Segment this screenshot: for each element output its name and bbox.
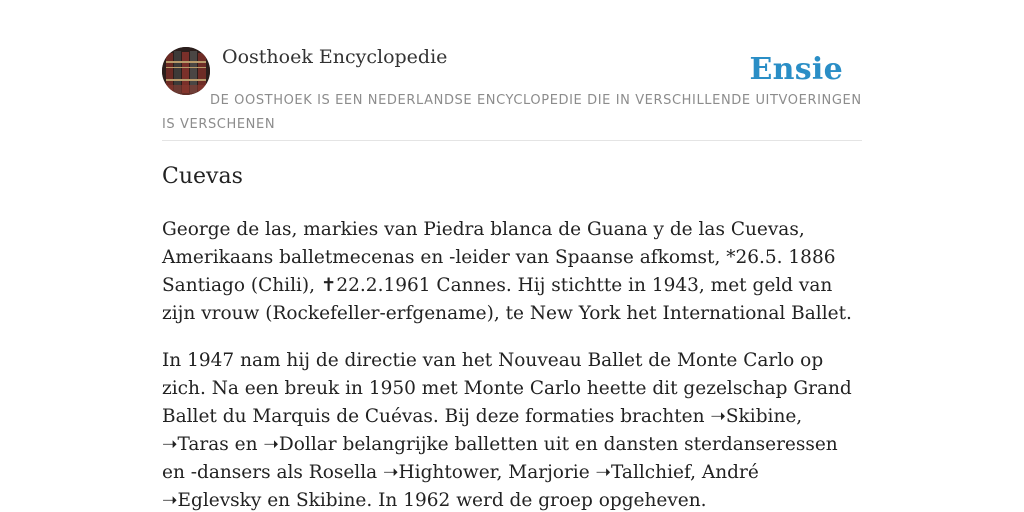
page bbox=[162, 0, 862, 511]
article-title: Cuevas bbox=[162, 164, 243, 189]
site-tagline: DE OOSTHOEK IS EEN NEDERLANDSE ENCYCLOPEDIE DIE IN VERSCHILLENDE UITVOERINGEN IS VERSCHENEN bbox=[162, 93, 862, 132]
brand-logo[interactable]: Ensie bbox=[749, 52, 843, 87]
article-paragraph: George de las, markies van Piedra blanca de Guana y de las Cuevas, Amerikaans balletmecenas en -leider van Spaanse afkomst, *26.5. 1886 Santiago (Chili), ✝22.2.1961 Cannes. Hij stichtte in 1943, met geld van zijn vrouw (Rockefeller-erfgename), te New York het International Ballet. bbox=[162, 219, 852, 324]
site-avatar[interactable] bbox=[162, 47, 210, 95]
site-header bbox=[162, 0, 862, 141]
encyclopedia-books-icon bbox=[162, 47, 210, 95]
article-body bbox=[162, 216, 862, 512]
article-paragraph: In 1947 nam hij de directie van het Nouveau Ballet de Monte Carlo op zich. Na een breuk in 1950 met Monte Carlo heette dit gezelschap Grand Ballet du Marquis de Cuévas. Bij deze formaties brachten ➝Skibine, ➝Taras en ➝Dollar belangrijke balletten uit en dansten sterdanseressen en -dansers als Rosella ➝Hightower, Marjorie ➝Tallchief, André ➝Eglevsky en Skibine. In 1962 werd de groep opgeheven. bbox=[162, 350, 852, 511]
site-name[interactable]: Oosthoek Encyclopedie bbox=[222, 46, 448, 68]
